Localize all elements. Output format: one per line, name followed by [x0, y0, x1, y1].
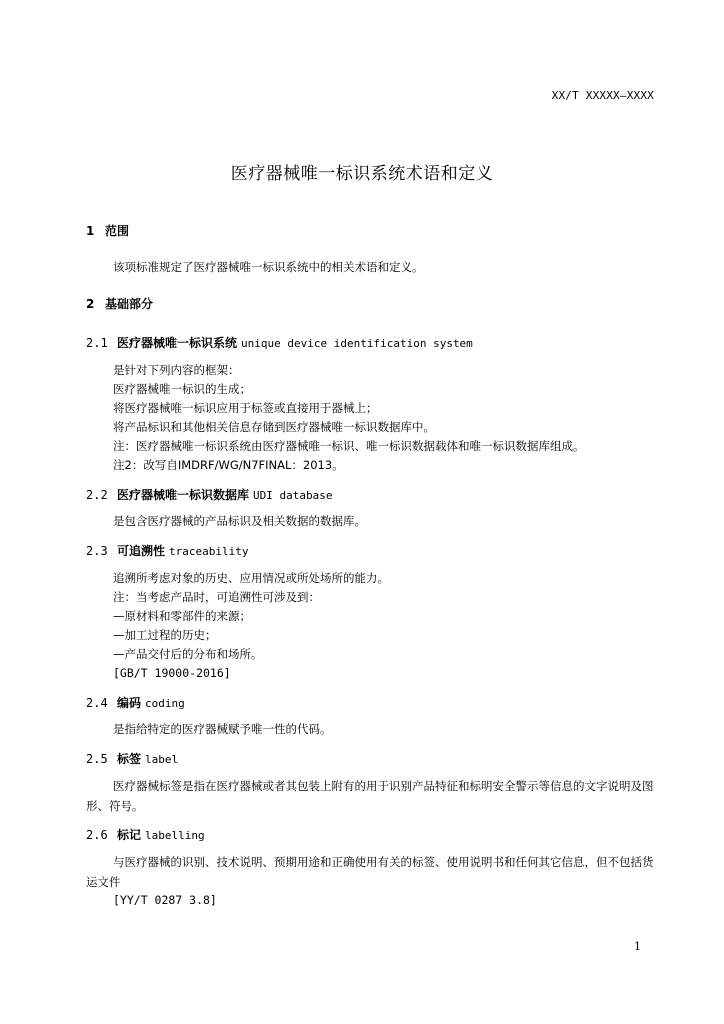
term-en: UDI database	[253, 489, 333, 502]
term-2-6-heading	[86, 826, 205, 843]
note-line: 注：医疗器械唯一标识系统由医疗器械唯一标识、唯一标识数据载体和唯一标识数据库组成。	[113, 439, 585, 453]
text-line: 追溯所考虑对象的历史、应用情况或所处场所的能力。	[113, 571, 389, 585]
section-number: 2	[86, 297, 95, 311]
text-line: 是针对下列内容的框架：	[113, 363, 240, 377]
section-number: 1	[86, 224, 95, 238]
standard-number: XX/T XXXXX—XXXX	[551, 89, 654, 102]
list-item: —加工过程的历史；	[113, 628, 217, 642]
term-number: 2.1	[86, 336, 108, 350]
term-2-3-heading	[86, 542, 249, 559]
term-2-1-body	[113, 361, 585, 475]
term-en: unique device identification system	[241, 337, 473, 350]
paragraph: 该项标准规定了医疗器械唯一标识系统中的相关术语和定义。	[113, 260, 424, 274]
term-2-2-body	[113, 512, 366, 531]
term-2-4-heading	[86, 694, 185, 711]
term-en: labelling	[145, 829, 205, 842]
list-item: —原材料和零部件的来源；	[113, 609, 251, 623]
term-en: label	[145, 753, 179, 766]
term-2-6-reference: [YY/T 0287 3.8]	[113, 893, 217, 907]
term-2-3-body	[113, 569, 389, 683]
term-2-1-heading	[86, 334, 473, 351]
text-line: 将医疗器械唯一标识应用于标签或直接用于器械上；	[113, 401, 378, 415]
term-number: 2.5	[86, 752, 108, 766]
term-2-5-body: 医疗器械标签是指在医疗器械或者其包装上附有的用于识别产品特征和标明安全警示等信息的文字说明及图形、符号。	[86, 779, 654, 813]
term-zh: 可追溯性	[117, 544, 166, 558]
document-title: 医疗器械唯一标识系统术语和定义	[230, 164, 494, 184]
term-zh: 标记	[117, 828, 142, 842]
term-zh: 编码	[117, 696, 142, 710]
term-number: 2.3	[86, 544, 108, 558]
text-line: 是指给特定的医疗器械赋予唯一性的代码。	[113, 722, 332, 736]
reference: [GB/T 19000-2016]	[113, 666, 231, 680]
page-number: 1	[634, 940, 641, 953]
text-line: 是包含医疗器械的产品标识及相关数据的数据库。	[113, 514, 366, 528]
note-line: 注：当考虑产品时，可追溯性可涉及到：	[113, 590, 320, 604]
term-2-4-body	[113, 720, 332, 739]
term-en: coding	[145, 697, 185, 710]
section-1-heading	[86, 222, 129, 239]
term-2-2-heading	[86, 486, 333, 503]
term-en: traceability	[169, 545, 249, 558]
term-number: 2.6	[86, 828, 108, 842]
section-title: 范围	[105, 224, 130, 238]
text-line: 医疗器械唯一标识的生成；	[113, 382, 251, 396]
list-item: —产品交付后的分布和场所。	[113, 647, 263, 661]
term-number: 2.4	[86, 696, 108, 710]
term-2-6-body: 与医疗器械的识别、技术说明、预期用途和正确使用有关的标签、使用说明书和任何其它信息，但不包括货运文件	[86, 855, 654, 889]
term-zh: 医疗器械唯一标识系统	[117, 336, 238, 350]
term-zh: 标签	[117, 752, 142, 766]
term-zh: 医疗器械唯一标识数据库	[117, 488, 250, 502]
term-number: 2.2	[86, 488, 108, 502]
text-line: 将产品标识和其他相关信息存储到医疗器械唯一标识数据库中。	[113, 420, 435, 434]
section-2-heading	[86, 295, 153, 312]
note-line: 注2：改写自IMDRF/WG/N7FINAL：2013。	[113, 458, 344, 472]
term-2-5-heading	[86, 750, 178, 767]
section-title: 基础部分	[105, 297, 154, 311]
section-1-body	[113, 258, 424, 277]
